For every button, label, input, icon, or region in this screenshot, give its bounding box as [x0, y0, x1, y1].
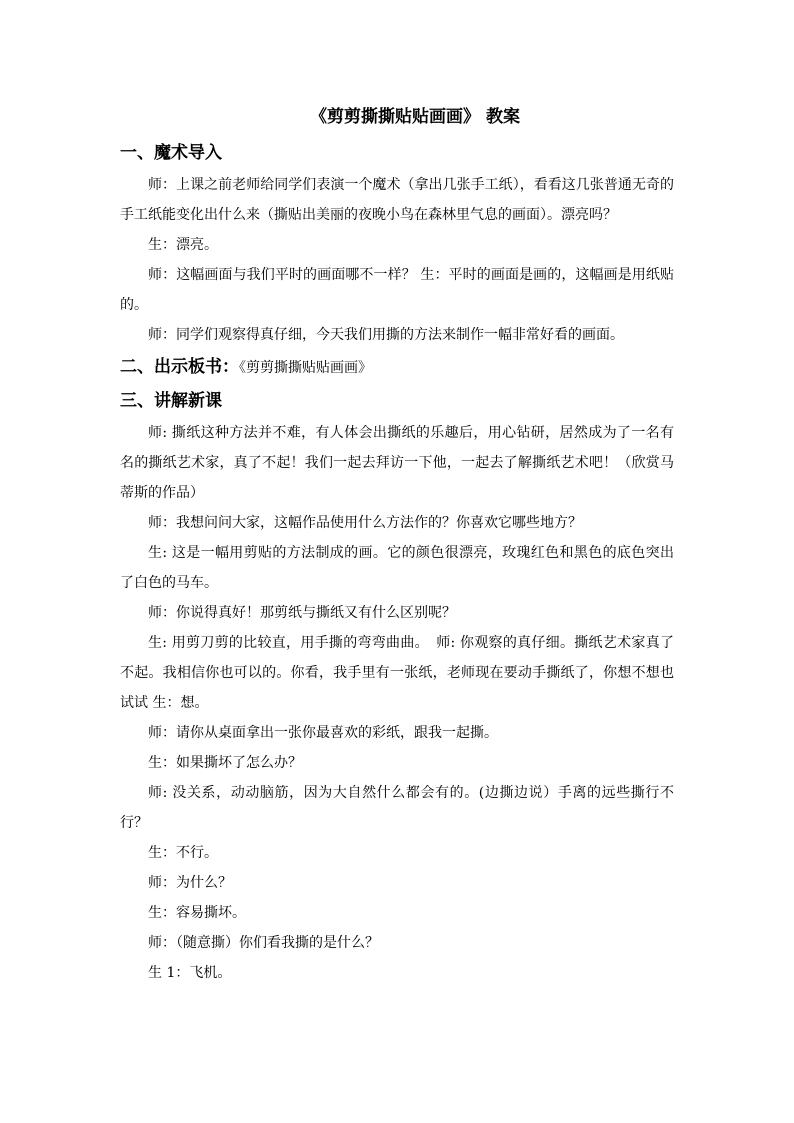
section-heading: 一、魔术导入: [120, 143, 222, 163]
paragraph: 师：你说得真好！那剪纸与撕纸又有什么区别呢？: [148, 605, 456, 621]
section-magic-intro: [120, 136, 674, 350]
paragraph: 师：为什么？: [148, 875, 232, 891]
paragraph: 师: 没关系，动动脑筋，因为大自然什么都会有的。(边撕边说）手离的远些撕行不行？: [120, 785, 674, 831]
paragraph: 师：同学们观察得真仔细，今天我们用撕的方法来制作一幅非常好看的画面。: [148, 327, 624, 343]
paragraph: 生：漂亮。: [148, 237, 218, 253]
section-new-lesson: [120, 384, 674, 988]
paragraph: 师：上课之前老师给同学们表演一个魔术（拿出几张手工纸），看看这几张普通无奇的手工纸能变化出什么来（撕贴出美丽的夜晚小鸟在森林里气息的画面）。漂亮吗？: [120, 177, 674, 223]
section-board-writing: [120, 350, 674, 384]
paragraph: 生：不行。: [148, 845, 218, 861]
section-heading-label: 二、出示板书：: [120, 357, 239, 377]
paragraph: 师：请你从桌面拿出一张你最喜欢的彩纸，跟我一起撕。: [148, 725, 498, 741]
section-heading: 三、讲解新课: [120, 391, 222, 411]
paragraph: 生: 这是一幅用剪贴的方法制成的画。它的颜色很漂亮，玫瑰红色和黑色的底色突出了白色的马车。: [120, 545, 674, 591]
paragraph: 生：如果撕坏了怎么办？: [148, 755, 302, 771]
paragraph: 生: 用剪刀剪的比较直，用手撕的弯弯曲曲。 师: 你观察的真仔细。撕纸艺术家真了不起。我相信你也可以的。你看，我手里有一张纸，老师现在要动手撕纸了，你想不想也试试 生：想。: [120, 635, 674, 711]
paragraph: 师：我想问问大家，这幅作品使用什么方法作的？你喜欢它哪些地方？: [148, 515, 582, 531]
section-heading: [120, 350, 674, 384]
paragraph: 生 1：飞机。: [148, 965, 232, 981]
paragraph: 生：容易撕坏。: [148, 905, 246, 921]
paragraph: 师：（随意撕）你们看我撕的是什么？: [148, 935, 379, 951]
document-title: 《剪剪撕撕贴贴画画》 教案: [310, 107, 520, 127]
paragraph: 师：这幅画面与我们平时的画面哪不一样？ 生：平时的画面是画的，这幅画是用纸贴的。: [120, 267, 674, 313]
paragraph: 师: 撕纸这种方法并不难，有人体会出撕纸的乐趣后，用心钻研，居然成为了一名有名的撕纸艺术家，真了不起！我们一起去拜访一下他，一起去了解撕纸艺术吧！（欣赏马蒂斯的作品）: [120, 425, 674, 501]
board-writing-title: 《剪剪撕撕贴贴画画》: [239, 360, 372, 376]
